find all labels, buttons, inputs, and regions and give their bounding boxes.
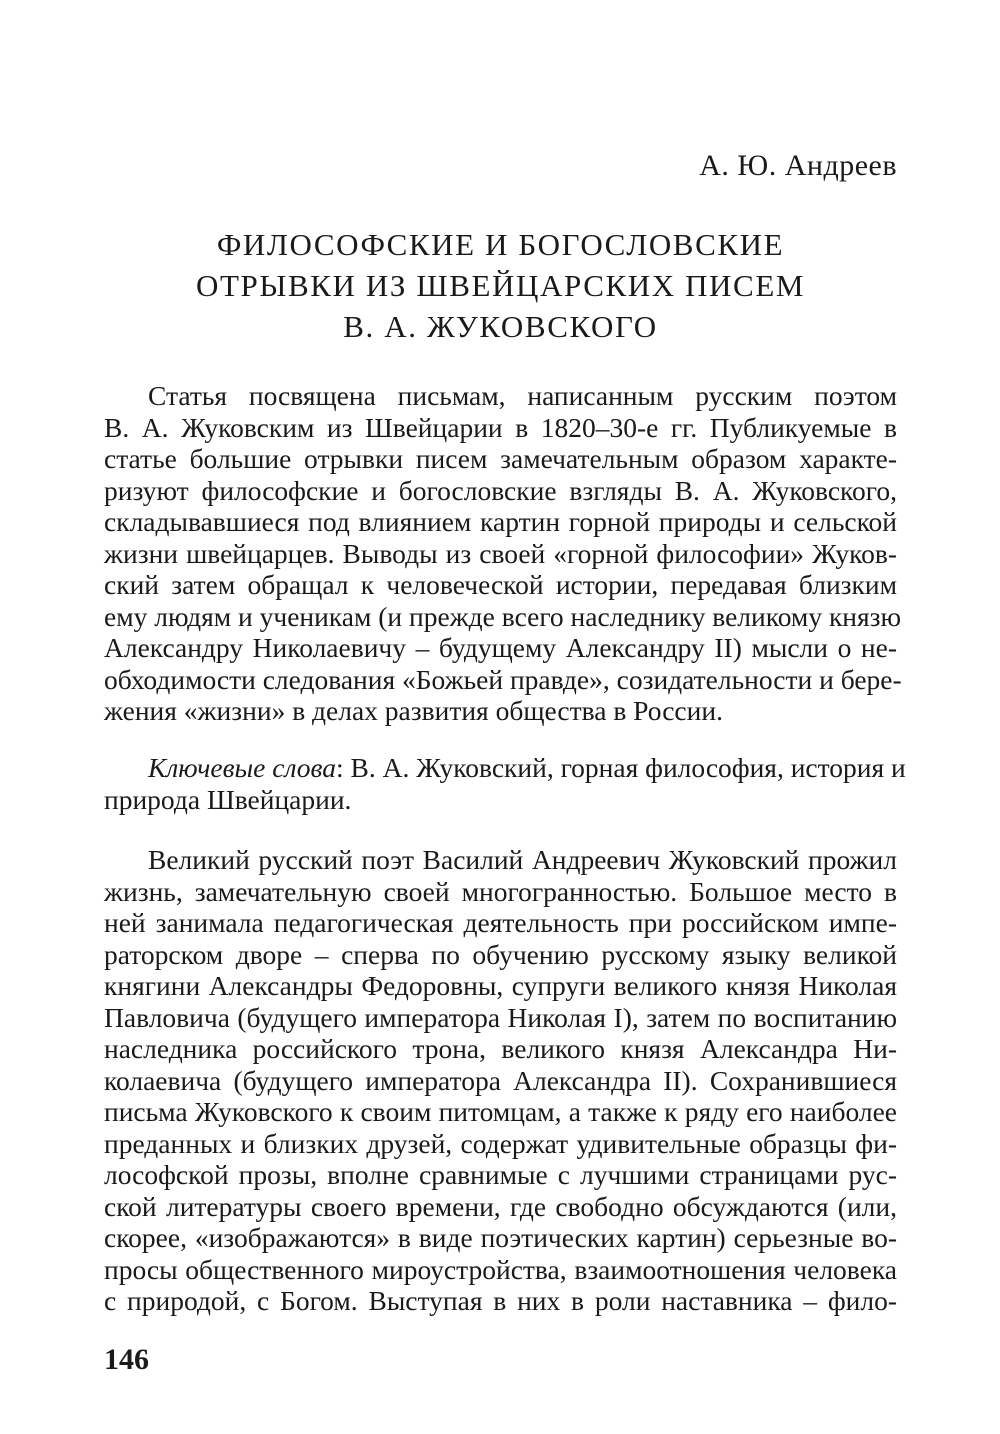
abstract-line: обходимости следования «Божьей правде», созидательности и бере- — [104, 663, 902, 695]
body-line: скорее, «изображаются» в виде поэтических картин) серьезные во- — [104, 1222, 897, 1253]
author-name: А. Ю. Андреев — [699, 149, 897, 182]
abstract-line: ский затем обращал к человеческой истории, передавая близким — [104, 569, 897, 600]
article-title — [104, 224, 897, 347]
keywords-label: Ключевые слова — [148, 752, 337, 783]
abstract-line: В. А. Жуковским из Швейцарии в 1820–30-е гг. Публикуемые в — [104, 411, 897, 443]
abstract-line: ризуют философские и богословские взгляды В. А. Жуковского, — [104, 474, 897, 506]
abstract-line: жения «жизни» в делах развития общества в России. — [104, 695, 723, 726]
keywords — [104, 752, 906, 815]
page-number: 146 — [104, 1343, 149, 1376]
body-text — [104, 844, 897, 1317]
abstract-line: Александру Николаевичу – будущему Александру II) мысли о не- — [104, 632, 897, 663]
body-line: Павловича (будущего императора Николая I), затем по воспитанию — [104, 1001, 897, 1033]
body-line: преданных и близких друзей, содержат удивительные образцы фи- — [104, 1127, 897, 1159]
body-line: ней занимала педагогическая деятельность при российском импе- — [104, 907, 897, 938]
body-line: колаевича (будущего императора Александра II). Сохранившиеся — [104, 1064, 897, 1096]
body-line: просы общественного мироустройства, взаимоотношения человека — [104, 1253, 897, 1285]
body-line: ской литературы своего времени, где свободно обсуждаются (или, — [104, 1190, 897, 1222]
body-line: раторском дворе – сперва по обучению русскому языку великой — [104, 938, 897, 970]
body-line: Великий русский поэт Василий Андреевич Жуковский прожил — [148, 844, 897, 875]
abstract-line: Статья посвящена письмам, написанным русским поэтом — [148, 380, 897, 411]
body-line: письма Жуковского к своим питомцам, а также к ряду его наиболее — [104, 1096, 897, 1127]
body-line: наследника российского трона, великого князя Александра Ни- — [104, 1033, 897, 1064]
keywords-text: : В. А. Жуковский, горная философия, история и — [336, 752, 906, 783]
keywords-line — [104, 752, 906, 784]
abstract-line: статье большие отрывки писем замечательным образом характе- — [104, 443, 897, 474]
abstract-line: ему людям и ученикам (и прежде всего наследнику великому князю — [104, 600, 902, 632]
body-line: княгини Александры Федоровны, супруги великого князя Николая — [104, 970, 897, 1001]
body-line: с природой, с Богом. Выступая в них в роли наставника – фило- — [104, 1285, 897, 1316]
title-line: ОТРЫВКИ ИЗ ШВЕЙЦАРСКИХ ПИСЕМ — [195, 268, 806, 303]
body-line: лософской прозы, вполне сравнимые с лучшими страницами рус- — [104, 1159, 897, 1190]
abstract-line: складывавшиеся под влиянием картин горной природы и сельской — [104, 506, 897, 537]
keywords-line: природа Швейцарии. — [104, 783, 352, 815]
title-line: В. А. ЖУКОВСКОГО — [343, 309, 658, 344]
abstract — [104, 380, 902, 727]
abstract-line: жизни швейцарцев. Выводы из своей «горной философии» Жуков- — [104, 537, 897, 569]
page — [104, 0, 906, 1434]
title-line: ФИЛОСОФСКИЕ И БОГОСЛОВСКИЕ — [216, 227, 785, 262]
body-line: жизнь, замечательную своей многогранностью. Большое место в — [104, 875, 897, 907]
